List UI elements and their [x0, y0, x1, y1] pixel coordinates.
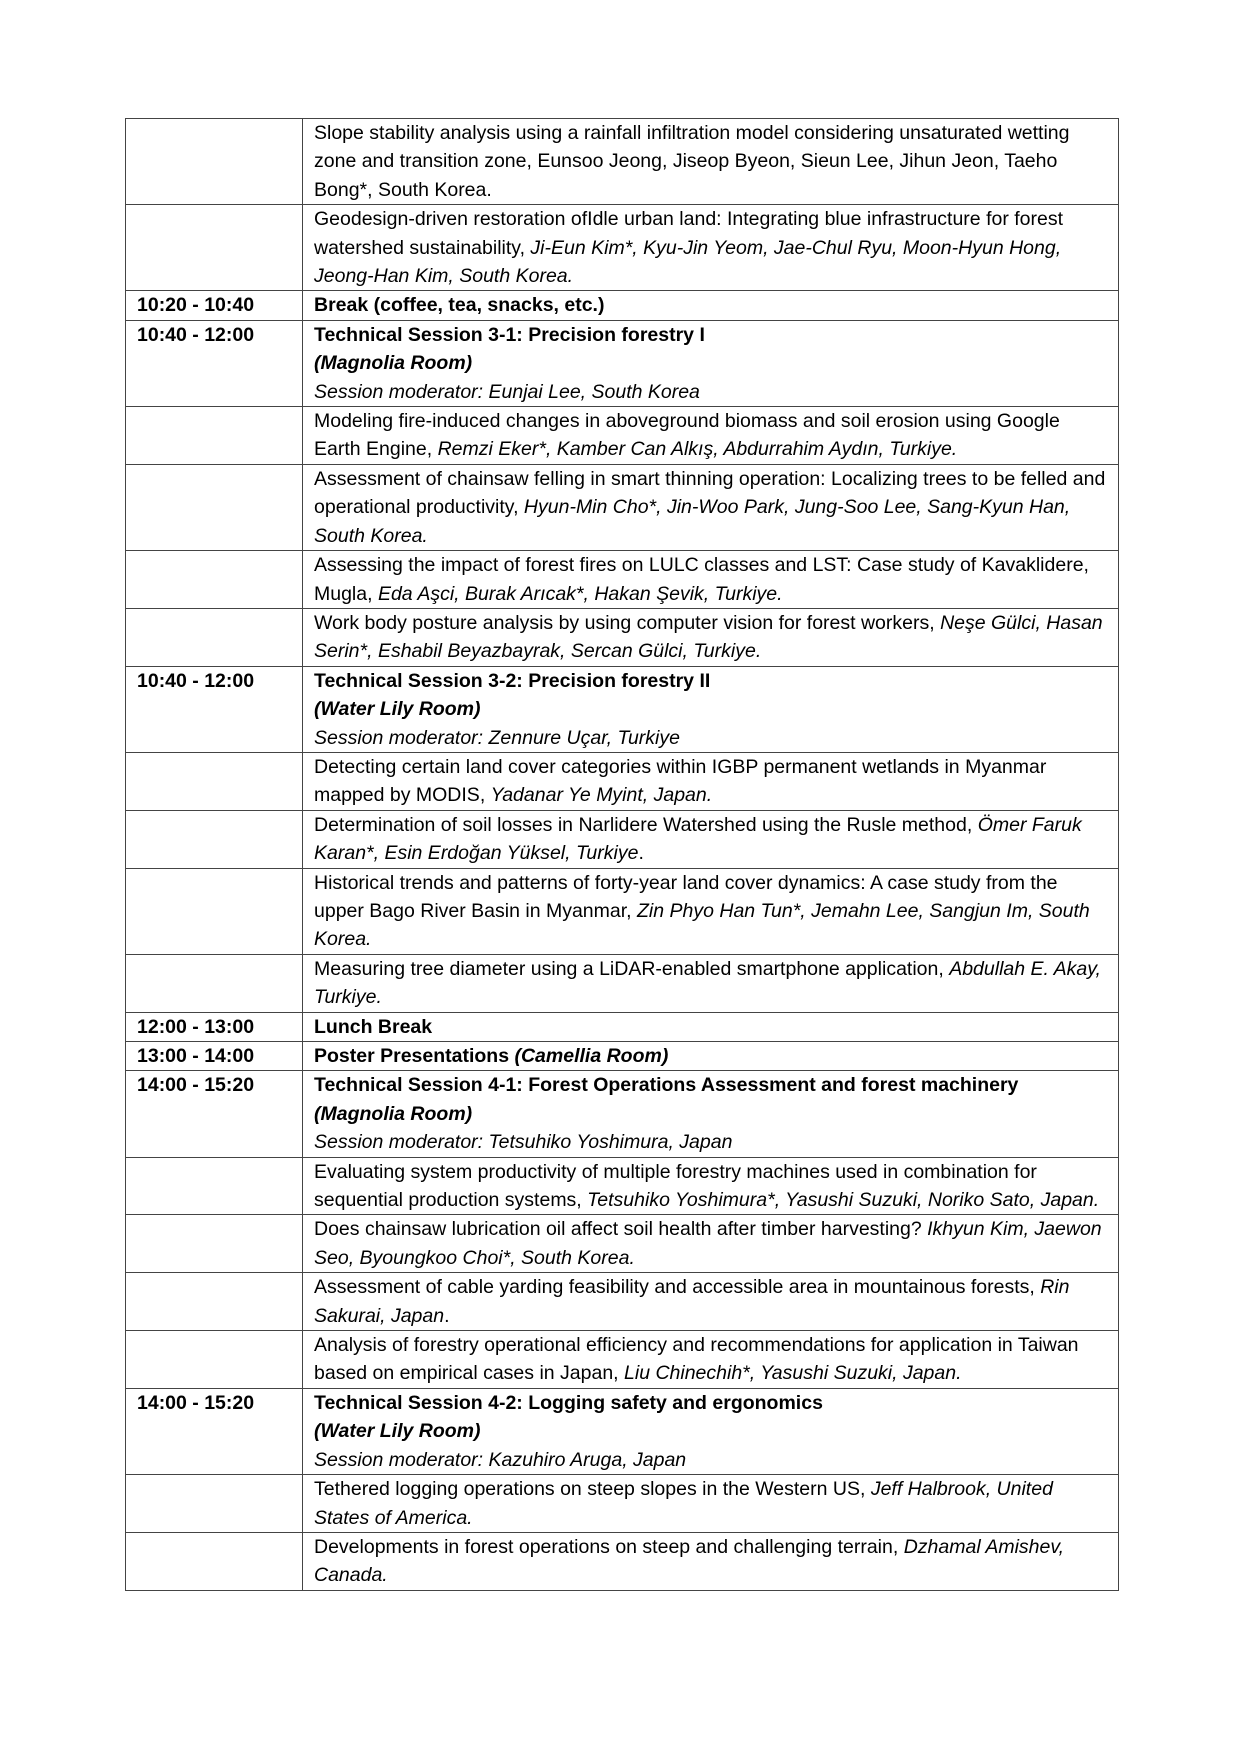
time-slot: [126, 464, 303, 550]
time-slot: [126, 954, 303, 1012]
time-slot: 10:40 - 12:00: [126, 666, 303, 752]
schedule-entry: [303, 752, 1119, 810]
schedule-row: [126, 1532, 1119, 1590]
schedule-entry: [303, 1157, 1119, 1215]
schedule-entry: [303, 205, 1119, 291]
schedule-entry: [303, 291, 1119, 320]
time-slot: [126, 752, 303, 810]
paper-title: Developments in forest operations on steep and challenging terrain,: [314, 1535, 904, 1558]
time-slot: 14:00 - 15:20: [126, 1388, 303, 1474]
schedule-row: [126, 666, 1119, 752]
time-slot: [126, 1475, 303, 1533]
session-title: Technical Session 3-1: Precision forestry I: [314, 323, 705, 346]
session-moderator: Session moderator: Tetsuhiko Yoshimura, Japan: [314, 1131, 733, 1154]
paper-authors: Ikhyun Kim, Jaewon Seo, Byoungkoo Choi*, South Korea.: [314, 1218, 1102, 1269]
time-slot: 14:00 - 15:20: [126, 1071, 303, 1157]
paper-title: Assessing the impact of forest fires on LULC classes and LST: Case study of Kavaklidere, Mugla,: [314, 554, 1089, 605]
paper-authors: Remzi Eker*, Kamber Can Alkış, Abdurrahim Aydın, Turkiye.: [437, 438, 958, 461]
paper-title: Assessment of cable yarding feasibility and accessible area in mountainous forests,: [314, 1276, 1041, 1299]
time-slot: [126, 407, 303, 465]
schedule-entry: [303, 1532, 1119, 1590]
schedule-body: [126, 119, 1119, 1591]
schedule-entry: [303, 1388, 1119, 1474]
schedule-row: [126, 1273, 1119, 1331]
schedule-row: [126, 1388, 1119, 1474]
schedule-entry: [303, 1071, 1119, 1157]
schedule-entry: [303, 1475, 1119, 1533]
schedule-row: [126, 1215, 1119, 1273]
paper-authors: Ji-Eun Kim*, Kyu-Jin Yeom, Jae-Chul Ryu, Moon-Hyun Hong, Jeong-Han Kim, South Korea.: [314, 236, 1062, 288]
paper-tail: .: [444, 1304, 450, 1327]
time-slot: [126, 1215, 303, 1273]
session-room: (Water Lily Room): [314, 698, 481, 721]
paper-title: Does chainsaw lubrication oil affect soil health after timber harvesting?: [314, 1218, 928, 1241]
schedule-row: [126, 119, 1119, 205]
paper-authors: Jeff Halbrook, United States of America.: [314, 1478, 1053, 1529]
session-room: (Magnolia Room): [314, 352, 473, 375]
schedule-row: [126, 464, 1119, 550]
paper-authors: Ömer Faruk Karan*, Esin Erdoğan Yüksel, Turkiye: [314, 813, 1082, 865]
paper-authors: Neşe Gülci, Hasan Serin*, Eshabil Beyazbayrak, Sercan Gülci, Turkiye.: [314, 611, 1103, 663]
schedule-entry: [303, 1042, 1119, 1071]
paper-title: Detecting certain land cover categories within IGBP permanent wetlands in Myanmar mapped by MODIS,: [314, 755, 1047, 807]
time-slot: 12:00 - 13:00: [126, 1012, 303, 1041]
break-title: Lunch Break: [314, 1015, 433, 1038]
poster-room: (Camellia Room): [514, 1045, 669, 1067]
schedule-row: [126, 810, 1119, 868]
paper-title: Analysis of forestry operational efficiency and recommendations for application in Taiwan based on empirical cases in Japan,: [314, 1334, 1079, 1385]
time-slot: 10:20 - 10:40: [126, 291, 303, 320]
schedule-row: [126, 954, 1119, 1012]
paper-authors: Dzhamal Amishev, Canada.: [314, 1535, 1065, 1587]
time-slot: [126, 551, 303, 609]
paper-authors: Zin Phyo Han Tun*, Jemahn Lee, Sangjun Im, South Korea.: [314, 899, 1090, 951]
paper-title: Determination of soil losses in Narlidere Watershed using the Rusle method,: [314, 813, 978, 836]
schedule-entry: [303, 119, 1119, 205]
schedule-row: [126, 1331, 1119, 1389]
session-title: Technical Session 3-2: Precision forestry II: [314, 669, 711, 692]
schedule-entry: [303, 320, 1119, 406]
break-title: Break (coffee, tea, snacks, etc.): [314, 294, 605, 317]
poster-title: Poster Presentations: [314, 1045, 515, 1067]
time-slot: [126, 868, 303, 954]
time-slot: [126, 1532, 303, 1590]
session-title: Technical Session 4-1: Forest Operations Assessment and forest machinery: [314, 1074, 1019, 1097]
time-slot: [126, 810, 303, 868]
paper-authors: Liu Chinechih*, Yasushi Suzuki, Japan.: [624, 1362, 962, 1385]
schedule-entry: [303, 464, 1119, 550]
paper-authors: Yadanar Ye Myint, Japan.: [490, 784, 713, 807]
time-slot: [126, 1157, 303, 1215]
time-slot: [126, 205, 303, 291]
paper-authors: Rin Sakurai, Japan: [314, 1276, 1070, 1327]
schedule-entry: [303, 1273, 1119, 1331]
schedule-entry: [303, 868, 1119, 954]
schedule-table: [125, 118, 1119, 1591]
schedule-entry: [303, 954, 1119, 1012]
schedule-row: [126, 407, 1119, 465]
time-slot: [126, 1331, 303, 1389]
session-moderator: Session moderator: Eunjai Lee, South Korea: [314, 380, 700, 403]
schedule-entry: [303, 810, 1119, 868]
schedule-row: [126, 291, 1119, 320]
time-slot: [126, 1273, 303, 1331]
time-slot: [126, 608, 303, 666]
schedule-row: [126, 1157, 1119, 1215]
schedule-entry: [303, 407, 1119, 465]
schedule-row: [126, 1071, 1119, 1157]
paper-title: Assessment of chainsaw felling in smart thinning operation: Localizing trees to be felled and operational productivity,: [314, 467, 1106, 519]
time-slot: 13:00 - 14:00: [126, 1042, 303, 1071]
paper-title: Slope stability analysis using a rainfall infiltration model considering unsaturated wetting zone and transition zone, Eunsoo Jeong, Jiseop Byeon, Sieun Lee, Jihun Jeon, Taeho Bong*, South Korea.: [314, 122, 1070, 201]
schedule-entry: [303, 608, 1119, 666]
schedule-row: [126, 868, 1119, 954]
session-room: (Magnolia Room): [314, 1102, 473, 1125]
session-moderator: Session moderator: Kazuhiro Aruga, Japan: [314, 1448, 687, 1471]
schedule-entry: [303, 1215, 1119, 1273]
paper-authors: Tetsuhiko Yoshimura*, Yasushi Suzuki, Noriko Sato, Japan.: [587, 1189, 1100, 1212]
time-slot: [126, 119, 303, 205]
schedule-row: [126, 205, 1119, 291]
schedule-row: [126, 1042, 1119, 1071]
paper-title: Historical trends and patterns of forty-year land cover dynamics: A case study from the upper Bago River Basin in Myanmar,: [314, 871, 1058, 922]
paper-authors: Eda Aşci, Burak Arıcak*, Hakan Şevik, Turkiye.: [377, 582, 783, 605]
session-room: (Water Lily Room): [314, 1420, 481, 1443]
session-title: Technical Session 4-2: Logging safety and ergonomics: [314, 1391, 823, 1414]
schedule-entry: [303, 1331, 1119, 1389]
schedule-row: [126, 1475, 1119, 1533]
schedule-row: [126, 320, 1119, 406]
schedule-entry: [303, 1012, 1119, 1041]
paper-authors: Hyun-Min Cho*, Jin-Woo Park, Jung-Soo Lee, Sang-Kyun Han, South Korea.: [314, 496, 1071, 547]
schedule-row: [126, 752, 1119, 810]
paper-tail: .: [638, 842, 644, 865]
time-slot: 10:40 - 12:00: [126, 320, 303, 406]
paper-title: Modeling fire-induced changes in aboveground biomass and soil erosion using Google Earth Engine,: [314, 410, 1060, 461]
paper-title: Evaluating system productivity of multiple forestry machines used in combination for sequential production systems,: [314, 1160, 1037, 1212]
paper-title: Tethered logging operations on steep slopes in the Western US,: [314, 1478, 871, 1501]
schedule-entry: [303, 551, 1119, 609]
session-moderator: Session moderator: Zennure Uçar, Turkiye: [314, 726, 680, 749]
paper-title: Work body posture analysis by using computer vision for forest workers,: [314, 611, 941, 634]
schedule-row: [126, 551, 1119, 609]
paper-title: Measuring tree diameter using a LiDAR-enabled smartphone application,: [314, 957, 950, 980]
schedule-row: [126, 608, 1119, 666]
schedule-entry: [303, 666, 1119, 752]
schedule-row: [126, 1012, 1119, 1041]
paper-title: Geodesign-driven restoration ofIdle urban land: Integrating blue infrastructure for forest watershed sustainability,: [314, 208, 1064, 259]
paper-authors: Abdullah E. Akay, Turkiye.: [314, 957, 1101, 1009]
